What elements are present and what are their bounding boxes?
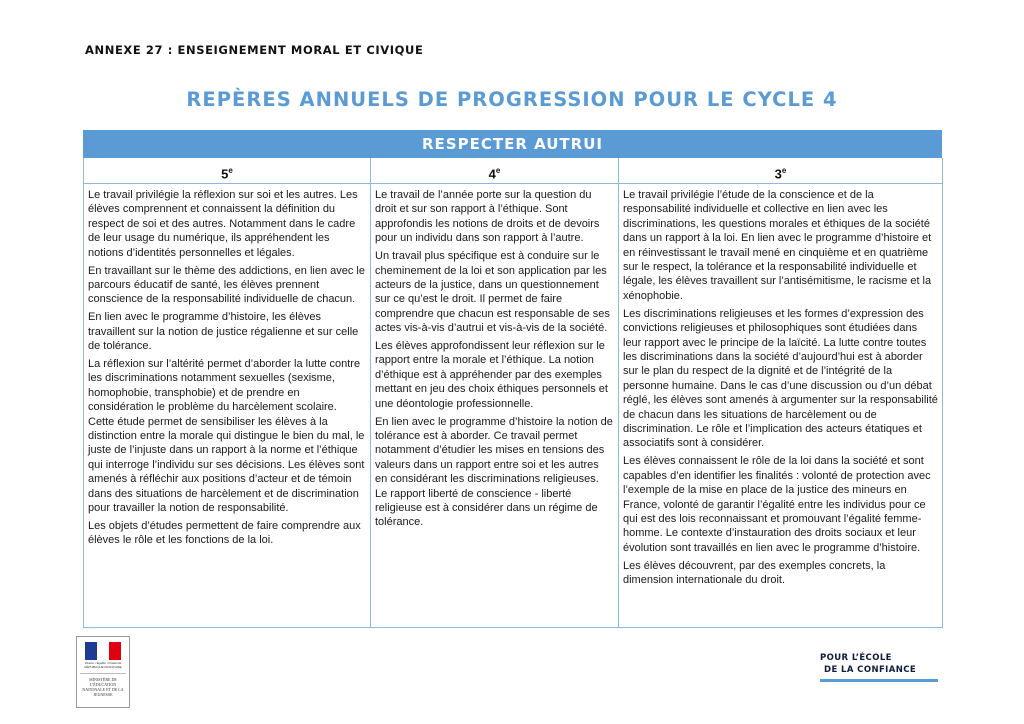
column-header-3e — [619, 158, 943, 184]
column-content-4e — [371, 184, 619, 628]
annex-label: ANNEXE 27 : ENSEIGNEMENT MORAL ET CIVIQUE — [85, 43, 424, 57]
paragraph: Les élèves approfondissent leur réflexion sur le rapport entre la morale et l’éthique. La notion d’éthique est à appréhender par des exemples mettant en jeu des choix éthiques personnels et une déontologie professionnelle. — [375, 340, 608, 410]
column-header-sup: e — [781, 166, 787, 175]
column-header-number: 3 — [774, 166, 782, 182]
ministry-text: MINISTÈRE DE L’ÉDUCATION NATIONALE ET DE LA JEUNESSE — [82, 677, 124, 697]
column-header-5e — [84, 158, 371, 184]
paragraph: En lien avec le programme d’histoire la notion de tolérance est à aborder. Ce travail permet notamment d’étudier les mises en tensions des valeurs dans un rapport entre soi et les autres en considérant les discriminations religieuses. Le rapport liberté de conscience - liberté religieuse est à considérer dans un régime de tolérance. — [375, 415, 613, 529]
paragraph: En travaillant sur le thème des addictions, en lien avec le parcours éducatif de santé, les élèves prennent conscience de la responsabilité individuelle de chacun. — [88, 264, 365, 306]
table-grid — [83, 158, 942, 628]
ecole-line-2: DE LA CONFIANCE — [824, 665, 917, 675]
paragraph: Les objets d’études permettent de faire comprendre aux élèves le rôle et les fonctions de la loi. — [88, 519, 361, 547]
paragraph: Un travail plus spécifique est à conduire sur le cheminement de la loi et son application par les acteurs de la justice, dans un questionnement sur ce qu’est le droit. Il permet de faire comprendre que chacun est responsable de ses actes vis-à-vis d’autrui et vis-à-vis de la société. — [375, 250, 610, 335]
logo-divider — [80, 673, 126, 674]
republic-text: Liberté • Égalité • Fraternité RÉPUBLIQUE FRANÇAISE — [84, 661, 122, 669]
column-header-4e — [371, 158, 619, 184]
ecole-line-1: POUR L’ÉCOLE — [820, 653, 892, 663]
column-header-sup: e — [228, 166, 233, 175]
paragraph: Les discriminations religieuses et les formes d’expression des convictions religieuses et philosophiques sont étudiées dans leur rapport avec le principe de la laïcité. La lutte contre toutes les discriminations dans la société d’aujourd’hui est à aborder sur le plan du respect de la dignité et de l’intégrité de la personne humaine. Dans le cas d’une discussion ou d’un débat réglé, les élèves sont amenés à argumenter sur la responsabilité de chacun dans les situations de harcèlement ou de discrimination. Le rôle et l’implication des acteurs étatiques et associatifs sont à considérer. — [623, 307, 938, 450]
paragraph: En lien avec le programme d’histoire, les élèves travaillent sur la notion de justice régalienne et sur celle de tolérance. — [88, 311, 359, 353]
ecole-underline — [820, 679, 938, 682]
flag-stripe — [97, 642, 109, 660]
paragraph: Les élèves connaissent le rôle de la loi dans la société et sont capables d’en identifier les finalités : volonté de protection avec l’exemple de la mise en place de la justice des mineurs en France, volonté de garantir l’égalité entre les individus pour ce qui est des lois reconnaissant et promouvant l’égalité femme-homme. Le contexte d’instauration des droits sociaux et leur évolution sont travaillés en lien avec le programme d’histoire. — [623, 455, 931, 554]
column-content-5e — [84, 184, 371, 628]
page-title: REPÈRES ANNUELS DE PROGRESSION POUR LE CYCLE 4 — [186, 88, 838, 111]
ministry-logo — [76, 636, 130, 708]
flag-stripe — [85, 642, 97, 660]
column-header-number: 5 — [221, 166, 229, 182]
progression-table — [83, 130, 942, 628]
flag-stripe — [109, 642, 121, 660]
paragraph: Les élèves découvrent, par des exemples concrets, la dimension internationale du droit. — [623, 559, 886, 587]
paragraph: Le travail privilégie l’étude de la conscience et de la responsabilité individuelle et collective en lien avec les discriminations, les questions morales et éthiques de la société dans un rapport à la loi. En lien avec le programme d’histoire et en réinvestissant le travail mené en cinquième et en quatrième sur le respect, la tolérance et la responsabilité individuelle et légale, les élèves travaillent sur l’antisémitisme, le racisme et la xénophobie. — [623, 189, 932, 302]
paragraph: Le travail privilégie la réflexion sur soi et les autres. Les élèves comprennent et connaissent la définition du respect de soi et des autres. Notamment dans le cadre de leur usage du numérique, ils appréhendent les notions d’identités personnelles et légales. — [88, 189, 358, 259]
column-header-sup: e — [495, 166, 501, 175]
column-content-3e — [619, 184, 943, 628]
ecole-confiance-logo — [820, 652, 945, 682]
paragraph: Le travail de l’année porte sur la question du droit et sur son rapport à l’éthique. Sont approfondis les notions de droits et de devoirs pour un individu dans son rapport à l’autre. — [375, 189, 600, 245]
paragraph: La réflexion sur l’altérité permet d’aborder la lutte contre les discriminations notamment sexuelles (sexisme, homophobie, transphobie) et de prendre en considération le problème du harcèlement scolaire. Cette étude permet de sensibiliser les élèves à la distinction entre la morale qui distingue le bien du mal, le juste de l’injuste dans un rapport à la norme et l’éthique qui interroge l’individu sur ses décisions. Les élèves sont amenés à réfléchir aux positions d’acteur et de témoin dans des situations de harcèlement et de discrimination pour travailler la notion de responsabilité. — [88, 357, 365, 515]
french-flag-icon — [85, 642, 121, 660]
theme-band: RESPECTER AUTRUI — [83, 130, 942, 158]
column-header-number: 4 — [488, 166, 496, 182]
